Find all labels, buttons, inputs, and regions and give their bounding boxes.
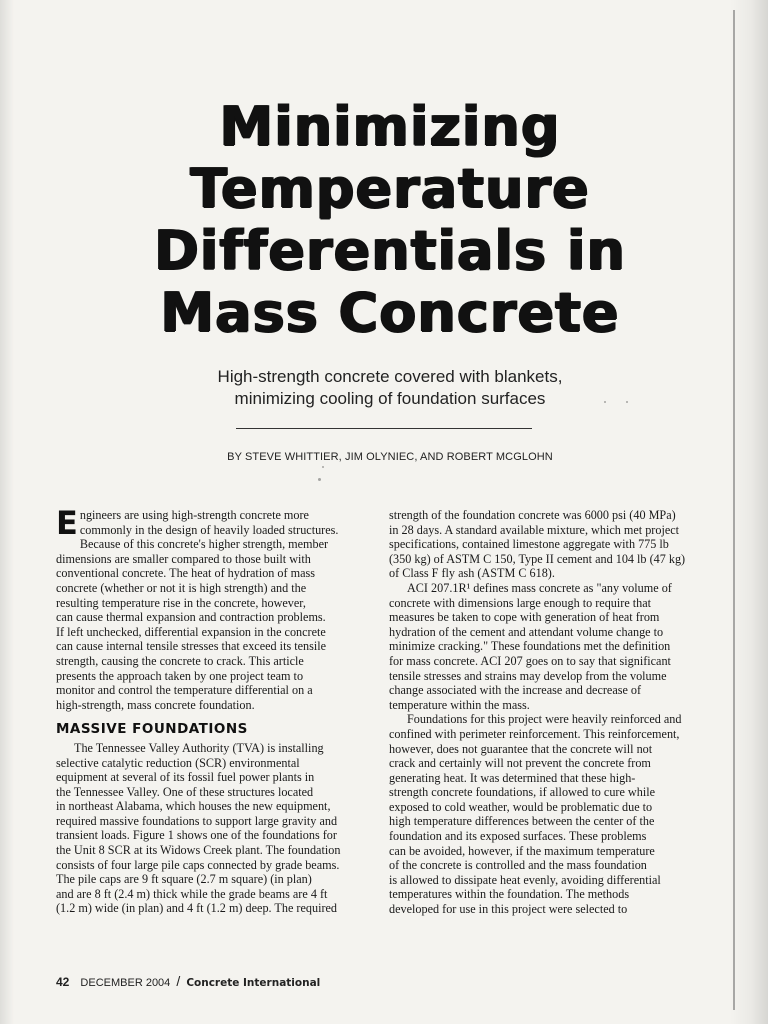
byline: BY STEVE WHITTIER, JIM OLYNIEC, AND ROBERT MCGLOHN: [227, 451, 553, 463]
subtitle-line: High-strength concrete covered with blankets,: [217, 367, 563, 386]
title-line: Differentials in: [154, 219, 626, 282]
scan-speck: [322, 466, 324, 468]
section-heading: MASSIVE FOUNDATIONS: [56, 721, 248, 738]
body-paragraph: The Tennessee Valley Authority (TVA) is installing selective catalytic reduction (SCR) environmental equipment at several of its fossil fuel power plants in the Tennessee Valley. One of these structures located in northeast Alabama, which houses the new equipment, required massive foundations to support large gravity and transient loads. Figure 1 shows one of the foundations for the Unit 8 SCR at its Widows Creek plant. The foundation consists of four large pile caps connected by grade beams. The pile caps are 9 ft square (2.7 m square) (in plan) and are 8 ft (2.4 m) thick while the grade beams are 4 ft (1.2 m) wide (in plan) and 4 ft (1.2 m) deep. The required: [56, 740, 341, 916]
binding-edge: [733, 10, 735, 1010]
body-paragraph: ACI 207.1R¹ defines mass concrete as "any volume of concrete with dimensions large enough to require that measures be taken to cope with generation of heat from hydration of the cement and attendant volume change to minimize cracking." These foundations met the definition for mass concrete. ACI 207 goes on to say that significant tensile stresses and strains may develop from the volume change associated with the increase and decrease of temperature within the mass.: [389, 580, 672, 712]
scan-speck: [318, 478, 321, 481]
subtitle-line: minimizing cooling of foundation surfaces: [234, 389, 546, 408]
footer-separator: /: [176, 973, 181, 989]
divider-rule: [236, 428, 532, 429]
intro-text: ngineers are using high-strength concrete more commonly in the design of heavily loaded structures. Because of this concrete's higher strength, member dimensions are smaller compared to those built with conventional concrete. The heat of hydration of mass concrete (whether or not it is high strength) and the resulting temperature rise in the concrete, however, can cause thermal expansion and contraction problems. If left unchecked, differential expansion in the concrete can cause internal tensile stresses that exceed its tensile strength, causing the concrete to crack. This article presents the approach taken by one project team to monitor and control the temperature differential on a high-strength, mass concrete foundation.: [56, 508, 339, 712]
magazine-name: Concrete International: [186, 977, 321, 989]
left-column: [56, 504, 374, 916]
scan-speck: [626, 401, 628, 403]
intro-paragraph: [56, 504, 374, 712]
right-column: [389, 508, 711, 917]
title-line: Temperature: [190, 157, 590, 220]
scan-shadow-right: [730, 0, 768, 1024]
drop-cap: E: [56, 504, 78, 542]
page-number: 42: [56, 975, 70, 989]
scan-shadow-left: [0, 0, 14, 1024]
title-line: Minimizing: [219, 95, 561, 158]
issue-date: DECEMBER 2004: [80, 977, 171, 989]
article-title: [130, 96, 650, 344]
body-paragraph: strength of the foundation concrete was 6000 psi (40 MPa) in 28 days. A standard available mixture, which met project specifications, contained limestone aggregate with 775 lb (350 kg) of ASTM C 150, Type II cement and 104 lb (47 kg) of Class F fly ash (ASTM C 618).: [389, 508, 686, 581]
title-line: Mass Concrete: [160, 281, 620, 344]
page-footer: [56, 973, 320, 989]
body-paragraph: Foundations for this project were heavily reinforced and confined with perimeter reinforcement. This reinforcement, however, does not guarantee that the concrete will not crack and certainly will not prevent the concrete from generating heat. It was determined that these high- strength concrete foundations, if allowed to cure while exposed to cold weather, would be problematic due to high temperature differences between the center of the foundation and its exposed surfaces. These problems can be avoided, however, if the maximum temperature of the concrete is controlled and the mass foundation is allowed to dissipate heat evenly, avoiding differential temperatures within the foundation. The methods developed for use in this project were selected to: [389, 712, 682, 917]
article-subtitle: [160, 366, 620, 410]
